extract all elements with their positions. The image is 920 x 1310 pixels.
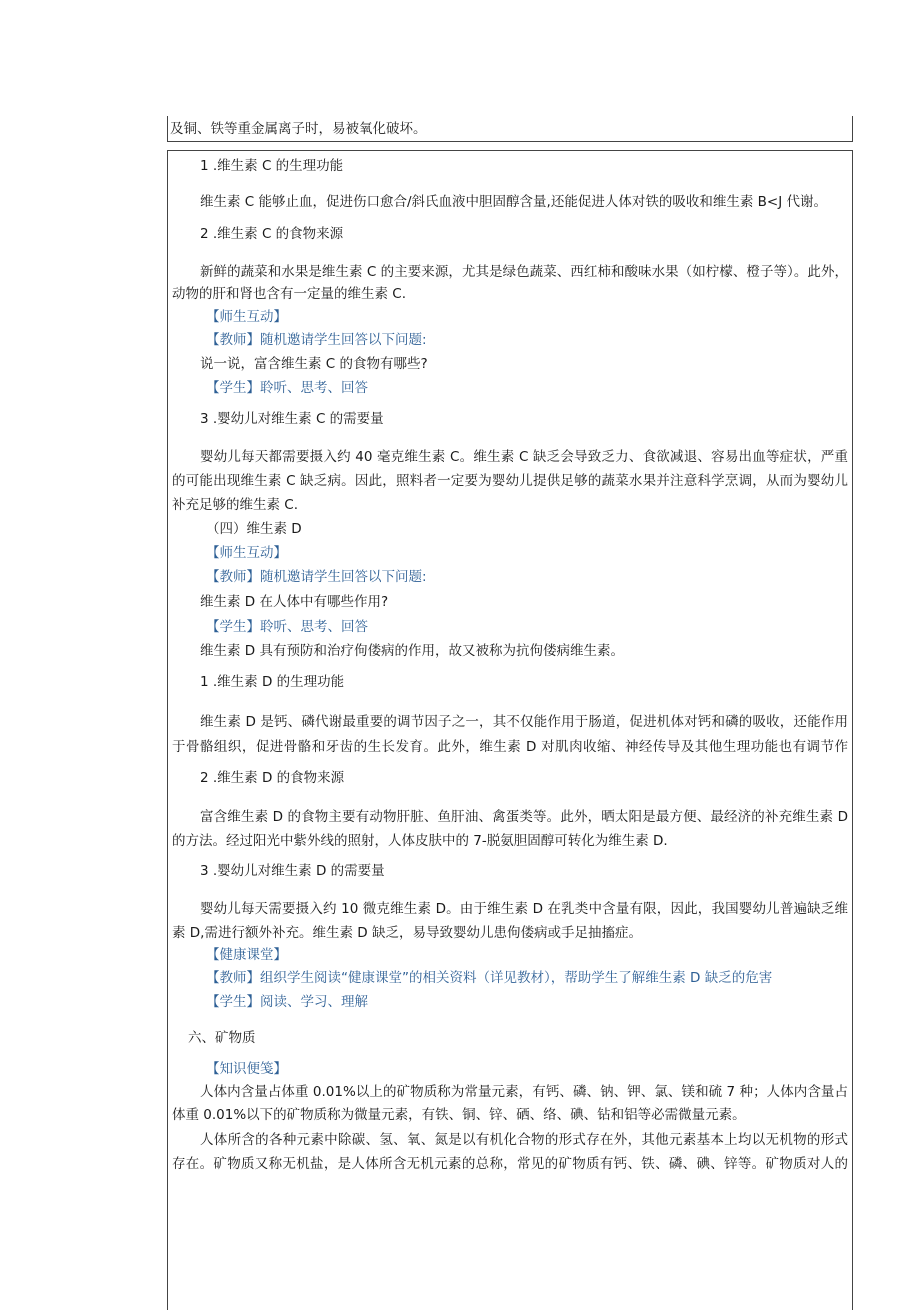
annotation-line: 【教师】组织学生阅读“健康课堂”的相关资料（详见教材），帮助学生了解维生素 D 缺乏的危害	[206, 970, 773, 986]
paragraph-line: 体重 0.01%以下的矿物质称为微量元素，有铁、铜、锌、硒、络、碘、钻和铝等必需微量元素。	[172, 1107, 746, 1123]
paragraph-line: 存在。矿物质又称无机盐，是人体所含无机元素的总称，常见的矿物质有钙、铁、磷、碘、锌等。矿物质对人的	[172, 1156, 848, 1172]
paragraph-line: 维生素 C 能够止血，促进伤口愈合/斜氏血液中胆固醇含量,还能促进人体对铁的吸收和维生素 B<J 代谢。	[200, 194, 827, 210]
paragraph-line: 于骨骼组织，促进骨骼和牙齿的生长发育。此外，维生素 D 对肌肉收缩、神经传导及其他生理功能也有调节作	[172, 739, 848, 755]
paragraph-line: 3 .婴幼儿对维生素 D 的需要量	[200, 863, 385, 879]
annotation-line: 【师生互动】	[206, 545, 287, 561]
paragraph-line: 婴幼儿每天都需要摄入约 40 毫克维生素 C。维生素 C 缺乏会导致乏力、食欲减退、容易出血等症状，严重	[200, 449, 848, 465]
table-cell-main	[167, 150, 853, 1310]
paragraph-line: 2 .维生素 D 的食物来源	[200, 770, 345, 786]
paragraph-line: 及铜、铁等重金属离子时，易被氧化破坏。	[170, 121, 427, 137]
annotation-line: 【师生互动】	[206, 309, 287, 325]
paragraph-line: 3 .婴幼儿对维生素 C 的需要量	[200, 411, 384, 427]
paragraph-line: 维生素 D 是钙、磷代谢最重要的调节因子之一，其不仅能作用于肠道，促进机体对钙和磷的吸收，还能作用	[200, 714, 848, 730]
paragraph-line: 人体内含量占体重 0.01%以上的矿物质称为常量元素，有钙、磷、钠、钾、氯、镁和硫 7 种；人体内含量占	[200, 1084, 848, 1100]
paragraph-line: 动物的肝和肾也含有一定量的维生素 C.	[172, 286, 407, 302]
paragraph-line: 1 .维生素 C 的生理功能	[200, 158, 344, 174]
paragraph-line: 补充足够的维生素 C.	[172, 497, 299, 513]
paragraph-line: （四）维生素 D	[206, 521, 302, 537]
paragraph-line: 维生素 D 在人体中有哪些作用?	[200, 594, 389, 610]
paragraph-line: 维生素 D 具有预防和治疗佝偻病的作用，故又被称为抗佝偻病维生素。	[200, 643, 624, 659]
annotation-line: 【学生】聆听、思考、回答	[206, 619, 368, 635]
annotation-line: 【学生】阅读、学习、理解	[206, 994, 368, 1010]
table-cell-top	[167, 116, 853, 142]
annotation-line: 【知识便笺】	[206, 1061, 287, 1077]
annotation-line: 【健康课堂】	[206, 947, 287, 963]
paragraph-line: 2 .维生素 C 的食物来源	[200, 226, 344, 242]
paragraph-line: 的可能出现维生素 C 缺乏病。因此，照料者一定要为婴幼儿提供足够的蔬菜水果并注意科学烹调，从而为婴幼儿	[172, 473, 848, 489]
paragraph-line: 的方法。经过阳光中紫外线的照射，人体皮肤中的 7-脱氨胆固醇可转化为维生素 D.	[172, 833, 668, 849]
annotation-line: 【教师】随机邀请学生回答以下问题:	[206, 569, 427, 585]
paragraph-line: 新鲜的蔬菜和水果是维生素 C 的主要来源，尤其是绿色蔬菜、西红柿和酸味水果（如柠檬、橙子等）。此外，	[200, 264, 848, 280]
paragraph-line: 富含维生素 D 的食物主要有动物肝脏、鱼肝油、禽蛋类等。此外，晒太阳是最方便、最经济的补充维生素 D	[200, 809, 848, 825]
paragraph-line: 说一说，富含维生素 C 的食物有哪些?	[200, 356, 428, 372]
annotation-line: 【学生】聆听、思考、回答	[206, 380, 368, 396]
paragraph-line: 1 .维生素 D 的生理功能	[200, 674, 345, 690]
paragraph-line: 六、矿物质	[188, 1030, 256, 1046]
annotation-line: 【教师】随机邀请学生回答以下问题:	[206, 332, 427, 348]
paragraph-line: 素 D,需进行额外补充。维生素 D 缺乏，易导致婴幼儿患佝偻病或手足抽搐症。	[172, 925, 642, 941]
paragraph-line: 婴幼儿每天需要摄入约 10 微克维生素 D。由于维生素 D 在乳类中含量有限，因此，我国婴幼儿普遍缺乏维	[200, 901, 848, 917]
paragraph-line: 人体所含的各种元素中除碳、氢、氧、氮是以有机化合物的形式存在外，其他元素基本上均以无机物的形式	[200, 1132, 848, 1148]
